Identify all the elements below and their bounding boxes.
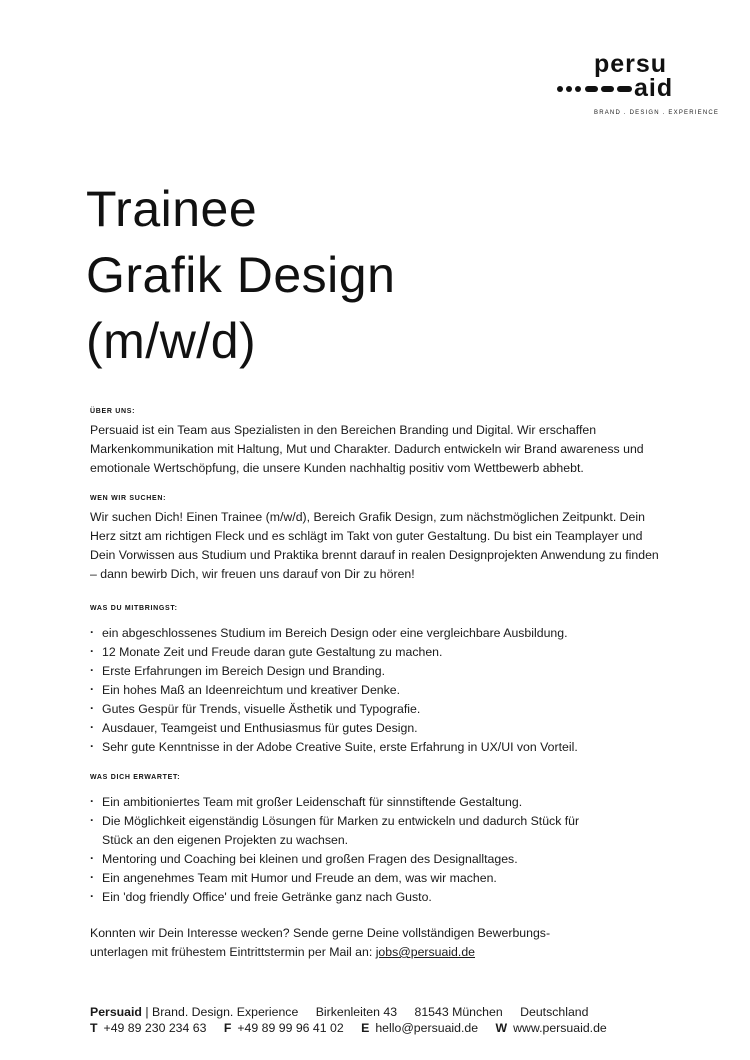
footer-website-link[interactable]: www.persuaid.de [513,1021,607,1035]
list-item: · Die Möglichkeit eigenständig Lösungen für Marken zu entwickeln und dadurch Stück für Stück an den eigenen Projekten zu wachsen. [90,812,590,850]
search-label: WEN WIR SUCHEN: [90,495,167,502]
list-item: · Ausdauer, Teamgeist und Enthusiasmus für gutes Design. [90,719,660,738]
list-item: · Erste Erfahrungen im Bereich Design und Branding. [90,662,660,681]
persuaid-logo [556,50,720,122]
offer-label: WAS DICH ERWARTET: [90,774,181,781]
requirements-label: WAS DU MITBRINGST: [90,605,178,612]
footer-email-label: E [361,1021,370,1035]
logo-word-top: persu [594,50,668,78]
footer-phone[interactable]: +49 89 230 234 63 [103,1021,207,1035]
logo-dots-icon [556,81,636,97]
footer-email-link[interactable]: hello@persuaid.de [375,1021,479,1035]
about-label: ÜBER UNS: [90,408,136,415]
requirements-section [90,604,660,757]
about-text: Persuaid ist ein Team aus Spezialisten in den Bereichen Branding und Digital. Wir erschaffen Markenkommunikation mit Haltung, Mut und Charakter. Dadurch entwickeln wir Brand awareness und emotionale Wertschöpfung, die unsere Kunden nachhaltig positiv vom Wettbewerb abhebt. [90,423,644,475]
list-item: · Ein angenehmes Team mit Humor und Freude an dem, was wir machen. [90,869,590,888]
list-item: · Gutes Gespür für Trends, visuelle Ästhetik und Typografie. [90,700,660,719]
title-line-3: (m/w/d) [86,313,257,369]
footer-address-row [90,1004,730,1020]
footer-web-label: W [495,1021,508,1035]
list-item: · Ein ambitioniertes Team mit großer Leidenschaft für sinnstiftende Gestaltung. [90,793,590,812]
footer-company: Persuaid [90,1005,142,1019]
title-line-1: Trainee [86,181,258,237]
closing-section [90,924,570,962]
list-item: · Ein hohes Maß an Ideenreichtum und kreativer Denke. [90,681,660,700]
about-section [90,407,660,478]
footer-city: 81543 München [414,1005,503,1019]
footer-slogan: Brand. Design. Experience [152,1005,299,1019]
offer-section [90,773,590,907]
list-item: · Mentoring und Coaching bei kleinen und großen Fragen des Designalltages. [90,850,590,869]
list-item: · 12 Monate Zeit und Freude daran gute Gestaltung zu machen. [90,643,660,662]
offer-list [90,793,590,907]
list-item: · Sehr gute Kenntnisse in der Adobe Creative Suite, erste Erfahrung in UX/UI von Vorteil. [90,738,660,757]
footer-divider: | [145,1005,149,1019]
closing-sentence: Konnten wir Dein Interesse wecken? Sende gerne Deine vollständigen Bewerbungs-unterlagen mit frühestem Eintrittstermin per Mail an: [90,926,551,959]
footer-fax-label: F [223,1021,232,1035]
list-item: · ein abgeschlossenes Studium im Bereich Design oder eine vergleichbare Ausbildung. [90,624,660,643]
footer-phone-label: T [90,1021,98,1035]
page-title [86,176,395,374]
logo-word-bottom: aid [634,74,674,102]
footer-contact-row [90,1020,730,1036]
footer [90,1004,730,1036]
list-item: · Ein 'dog friendly Office' und freie Getränke ganz nach Gusto. [90,888,590,907]
footer-street: Birkenleiten 43 [315,1005,398,1019]
footer-fax: +49 89 99 96 41 02 [237,1021,344,1035]
footer-country: Deutschland [520,1005,589,1019]
search-text: Wir suchen Dich! Einen Trainee (m/w/d), Bereich Grafik Design, zum nächstmöglichen Zeitpunkt. Dein Herz sitzt am richtigen Fleck und es schlägt im Takt von guter Gestaltung. Du bist ein Teamplayer und Dein Vorwissen aus Studium und Praktika brennt darauf in realen Designprojekten Anwendung zu finden – dann bewirb Dich, wir freuen uns darauf von Dir zu hören! [90,510,659,581]
logo-tagline: BRAND . DESIGN . EXPERIENCE [594,110,720,116]
title-line-2: Grafik Design [86,247,396,303]
requirements-list [90,624,660,757]
search-section [90,494,660,584]
closing-text [90,924,570,962]
application-email-link[interactable]: jobs@persuaid.de [375,945,475,959]
